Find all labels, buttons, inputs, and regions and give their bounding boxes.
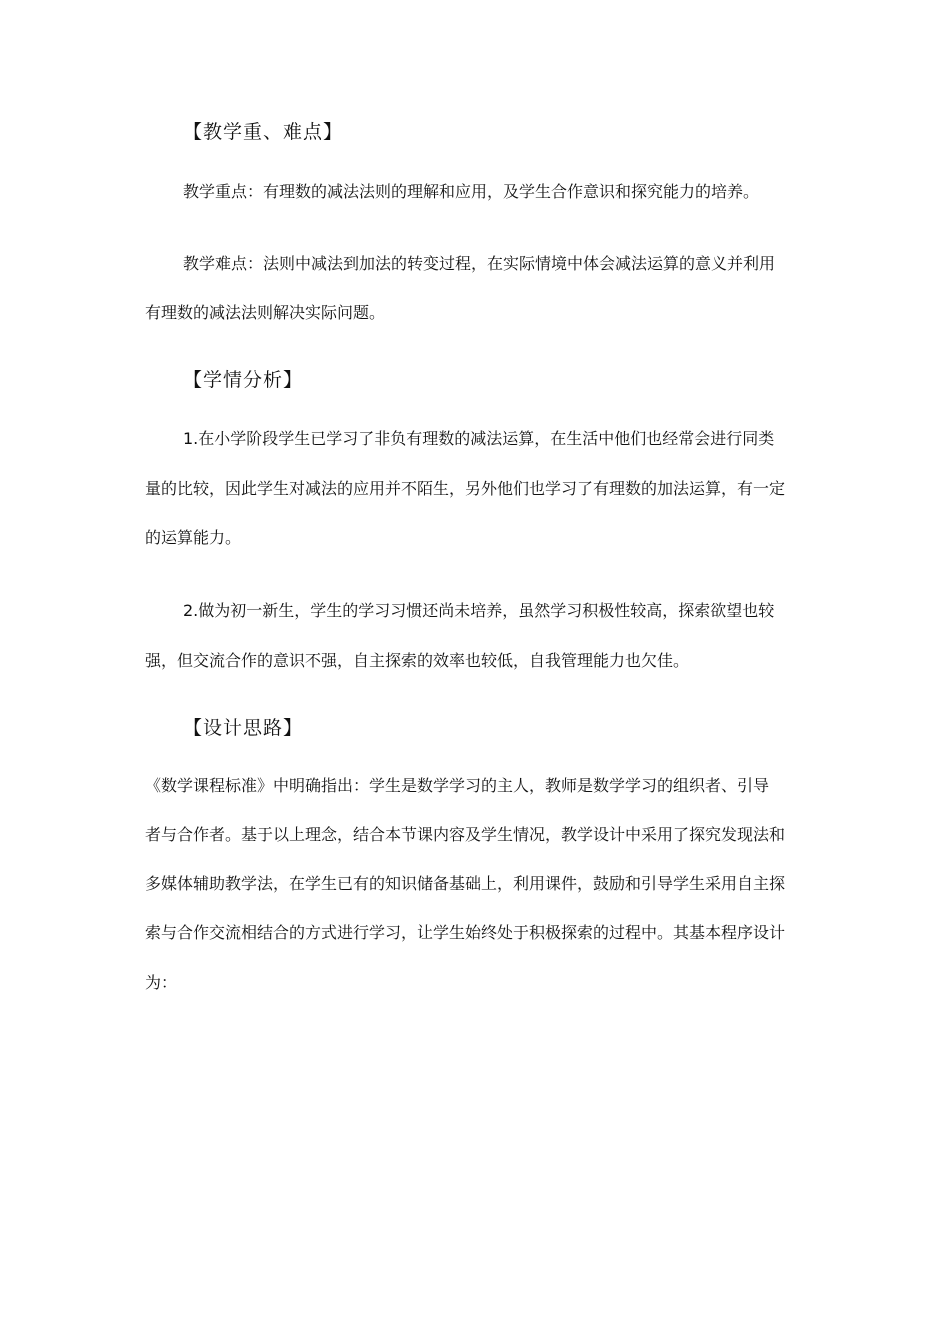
analysis-item-1-line-2: 量的比较，因此学生对减法的应用并不陌生，另外他们也学习了有理数的加法运算，有一定 — [145, 479, 786, 498]
analysis-item-2-line-2: 强，但交流合作的意识不强，自主探索的效率也较低，自我管理能力也欠佳。 — [145, 651, 690, 670]
design-text-line-3: 多媒体辅助教学法，在学生已有的知识储备基础上，利用课件，鼓励和引导学生采用自主探 — [145, 874, 786, 893]
analysis-item-1-line-3: 的运算能力。 — [145, 528, 242, 547]
analysis-item-2-line-1: 2.做为初一新生，学生的学习习惯还尚未培养，虽然学习积极性较高，探索欲望也较 — [183, 601, 775, 620]
difficulty-text-line-1: 教学难点：法则中减法到加法的转变过程，在实际情境中体会减法运算的意义并利用 — [183, 254, 776, 273]
design-text-line-1: 《数学课程标准》中明确指出：学生是数学学习的主人，教师是数学学习的组织者、引导 — [145, 776, 770, 795]
heading-student-analysis: 【学情分析】 — [183, 369, 304, 391]
design-text-line-5: 为： — [145, 973, 178, 992]
key-point-text: 教学重点：有理数的减法法则的理解和应用，及学生合作意识和探究能力的培养。 — [183, 182, 760, 201]
heading-key-points: 【教学重、难点】 — [183, 121, 344, 143]
analysis-item-1-line-1: 1.在小学阶段学生已学习了非负有理数的减法运算，在生活中他们也经常会进行同类 — [183, 429, 775, 448]
design-text-line-4: 索与合作交流相结合的方式进行学习，让学生始终处于积极探索的过程中。其基本程序设计 — [145, 923, 786, 942]
difficulty-text-line-2: 有理数的减法法则解决实际问题。 — [145, 303, 386, 322]
design-text-line-2: 者与合作者。基于以上理念，结合本节课内容及学生情况，教学设计中采用了探究发现法和 — [145, 825, 786, 844]
heading-design-idea: 【设计思路】 — [183, 717, 304, 739]
